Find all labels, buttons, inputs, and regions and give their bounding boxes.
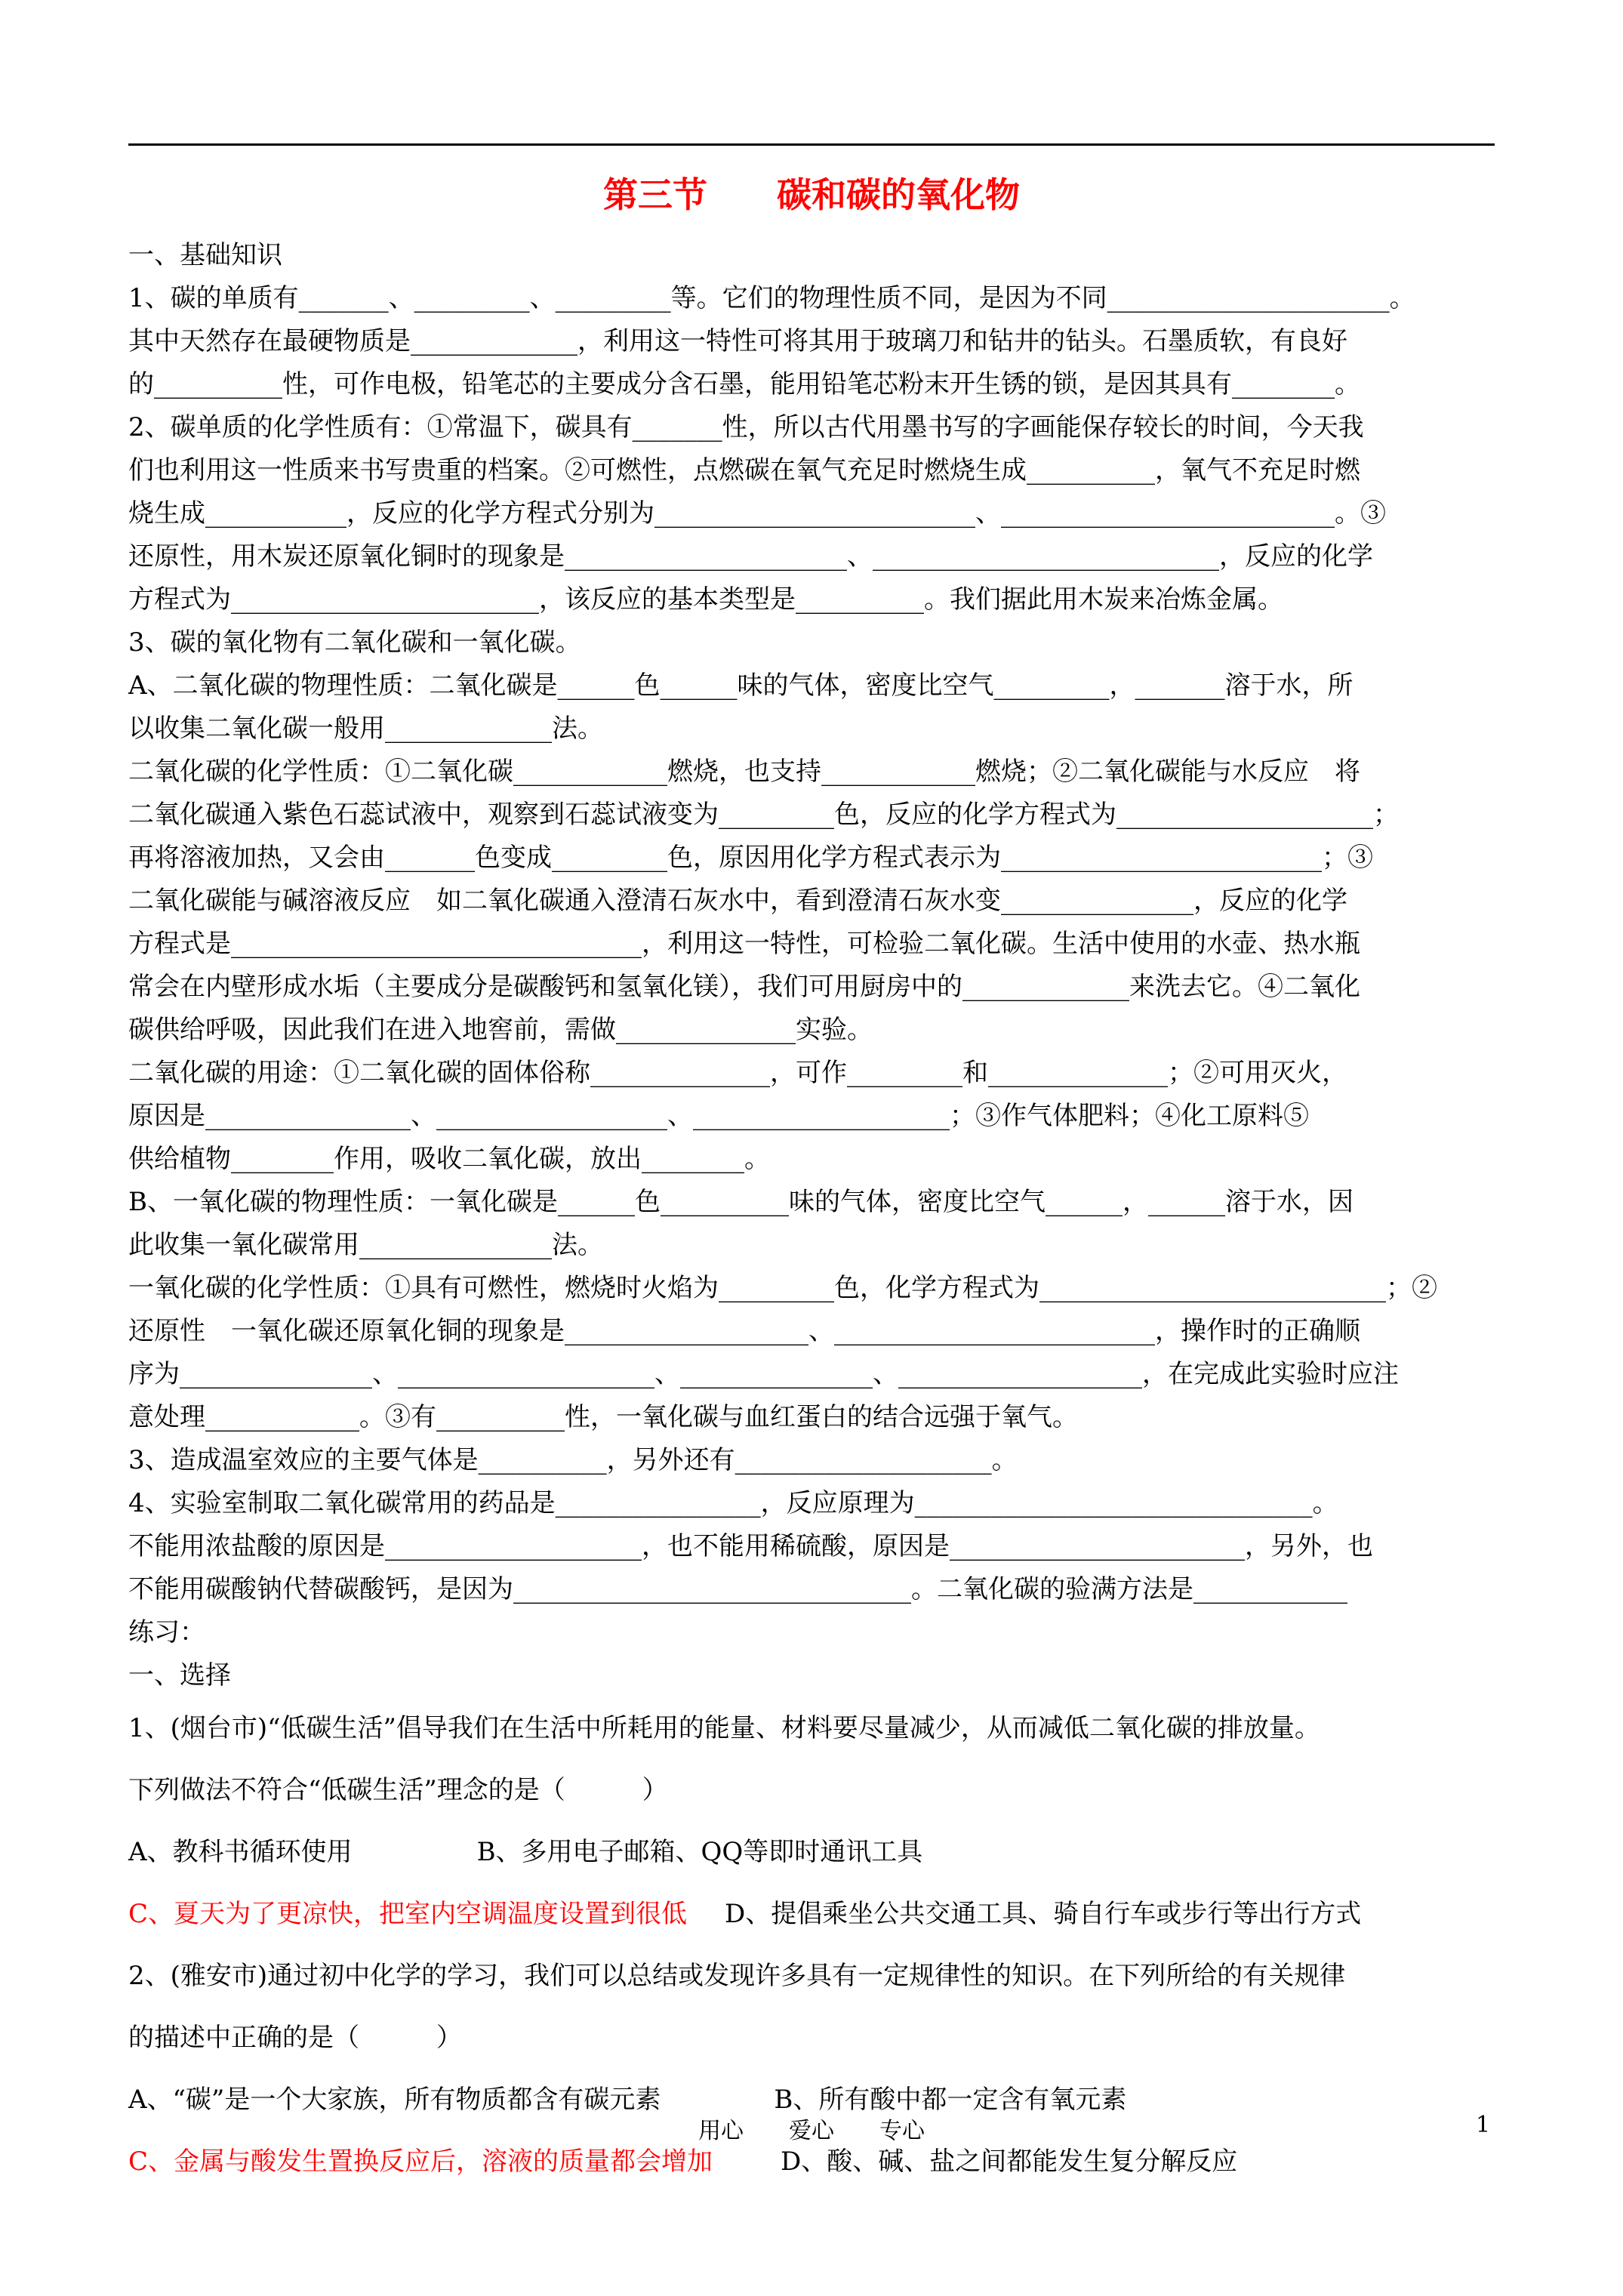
question-stem: 的描述中正确的是（ ） [128,2023,462,2053]
question-stem: 1、(烟台市)“低碳生活”倡导我们在生活中所耗用的能量、材料要尽量减少，从而减低二氧化碳的排放量。 [128,1713,1320,1743]
text-line: 一、选择 [128,1660,231,1690]
question-1 [128,1697,1623,1945]
text-line: 的__________性，可作电极，铅笔芯的主要成分含石墨，能用铅笔芯粉末开生锈的锁，是因其具有________。 [128,369,1360,399]
text-line: 以收集二氧化碳一般用_____________法。 [128,713,603,744]
text-line: A、二氧化碳的物理性质：二氧化碳是______色______味的气体，密度比空气_________，_______溶于水，所 [128,670,1354,701]
page-title: 第三节 碳和碳的氧化物 [603,174,1020,215]
text-line: 1、碳的单质有_______、_________、_________等。它们的物理性质不同，是因为不同______________________。 [128,283,1415,313]
text-line: 不能用浓盐酸的原因是____________________，也不能用稀硫酸，原因是_______________________，另外，也 [128,1531,1373,1561]
text-line: 3、造成温室效应的主要气体是__________，另外还有____________________。 [128,1445,1018,1475]
header-rule [128,143,1495,146]
worksheet-body [128,234,1623,2193]
text-line: 供给植物________作用，吸收二氧化碳，放出________。 [128,1144,770,1174]
text-line: 意处理____________。③有__________性，一氧化碳与血红蛋白的结合远强于氧气。 [128,1402,1078,1432]
text-line: 再将溶液加热，又会由_______色变成_________色，原因用化学方程式表示为_________________________；③ [128,843,1373,873]
text-line: 们也利用这一性质来书写贵重的档案。②可燃性，点燃碳在氧气充足时燃烧生成__________，氧气不充足时燃 [128,455,1360,485]
question-2 [128,1945,1623,2193]
text-line: 4、实验室制取二氧化碳常用的药品是________________，反应原理为_______________________________。 [128,1488,1338,1518]
text-line: 还原性 一氧化碳还原氧化铜的现象是___________________、_________________________，操作时的正确顺 [128,1316,1360,1346]
text-line: 其中天然存在最硬物质是_____________，利用这一特性可将其用于玻璃刀和钻井的钻头。石墨质软，有良好 [128,326,1347,356]
option-b: B、所有酸中都一定含有氧元素 [774,2085,1127,2115]
text-line: 一氧化碳的化学性质：①具有可燃性，燃烧时火焰为_________色，化学方程式为___________________________；② [128,1273,1437,1303]
option-a: A、教科书循环使用 [128,1837,353,1867]
text-line: 方程式是________________________________，利用这一特性，可检验二氧化碳。生活中使用的水壶、热水瓶 [128,929,1360,959]
text-line: 碳供给呼吸，因此我们在进入地窖前，需做______________实验。 [128,1015,873,1045]
option-b: B、多用电子邮箱、QQ等即时通讯工具 [476,1837,923,1867]
text-line: 练习： [128,1617,205,1647]
option-d: D、提倡乘坐公共交通工具、骑自行车或步行等出行方式 [725,1899,1362,1929]
option-d: D、酸、碱、盐之间都能发生复分解反应 [781,2147,1238,2177]
option-row [128,1883,1623,1945]
question-stem: 2、(雅安市)通过初中化学的学习，我们可以总结或发现许多具有一定规律性的知识。在下列所给的有关规律 [128,1961,1346,1991]
question-stem: 下列做法不符合“低碳生活”理念的是（ ） [128,1775,668,1805]
option-a: A、“碳”是一个大家族，所有物质都含有碳元素 [128,2085,661,2115]
text-line: 二氧化碳的用途：①二氧化碳的固体俗称______________，可作_________和______________；②可用灭火， [128,1058,1347,1088]
text-line: 此收集一氧化碳常用_______________法。 [128,1230,603,1260]
text-line: 3、碳的氧化物有二氧化碳和一氧化碳。 [128,627,581,658]
footer-motto: 用心 爱心 专心 [698,2118,925,2144]
text-line: 原因是________________、__________________、____________________；③作气体肥料；④化工原料⑤ [128,1101,1309,1131]
text-line: 一、基础知识 [128,240,282,270]
text-line: 二氧化碳能与碱溶液反应 如二氧化碳通入澄清石灰水中，看到澄清石灰水变_______________，反应的化学 [128,886,1347,916]
option-c-answer: C、金属与酸发生置换反应后，溶液的质量都会增加 [128,2147,713,2177]
text-line: 二氧化碳通入紫色石蕊试液中，观察到石蕊试液变为_________色，反应的化学方程式为____________________； [128,800,1399,830]
option-row [128,1821,1623,1883]
text-line: 方程式为________________________，该反应的基本类型是__________。我们据此用木炭来冶炼金属。 [128,584,1283,615]
option-c-answer: C、夏天为了更凉快，把室内空调温度设置到很低 [128,1899,688,1929]
text-line: 2、碳单质的化学性质有：①常温下，碳具有_______性，所以古代用墨书写的字画能保存较长的时间，今天我 [128,412,1364,442]
text-line: 不能用碳酸钠代替碳酸钙，是因为_______________________________。二氧化碳的验满方法是____________ [128,1574,1347,1604]
page-number: 1 [1476,2112,1491,2138]
text-line: 序为_______________、____________________、_______________、___________________，在完成此实验时应注 [128,1359,1399,1389]
text-line: 还原性，用木炭还原氧化铜时的现象是______________________、___________________________，反应的化学 [128,541,1373,572]
basic-knowledge-section [128,234,1623,1697]
text-line: 二氧化碳的化学性质：①二氧化碳____________燃烧，也支持____________燃烧；②二氧化碳能与水反应 将 [128,757,1360,787]
text-line: 烧生成___________，反应的化学方程式分别为_________________________、__________________________。③ [128,498,1386,529]
text-line: 常会在内壁形成水垢（主要成分是碳酸钙和氢氧化镁），我们可用厨房中的_____________来洗去它。④二氧化 [128,972,1360,1002]
text-line: B、一氧化碳的物理性质：一氧化碳是______色__________味的气体，密度比空气______，______溶于水，因 [128,1187,1354,1217]
